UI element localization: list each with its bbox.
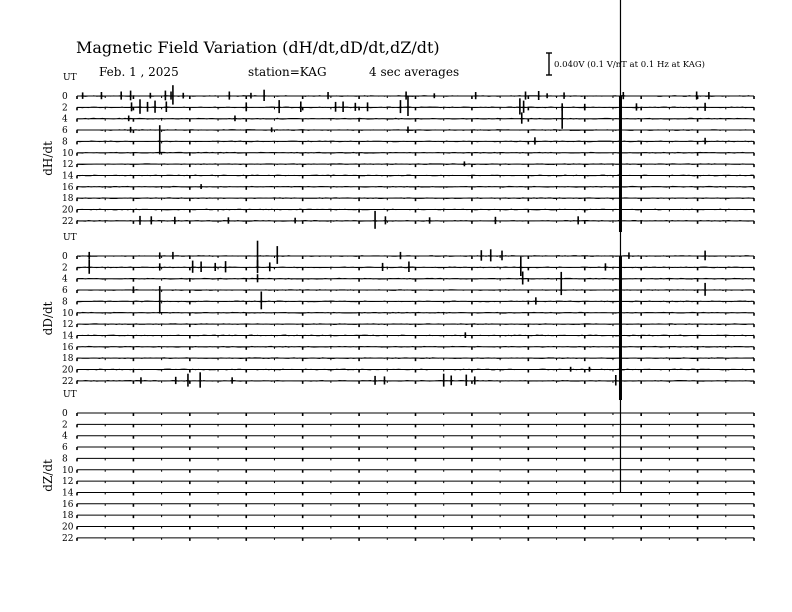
hour-tick-label: 6 — [62, 126, 68, 137]
hour-tick-label: 12 — [62, 160, 74, 171]
hour-tick-label: 6 — [62, 443, 68, 454]
station-label: station=KAG — [248, 65, 327, 79]
averaging-label: 4 sec averages — [369, 65, 460, 79]
hour-tick-label: 4 — [62, 114, 68, 125]
hour-tick-label: 6 — [62, 286, 68, 297]
hour-tick-label: 18 — [62, 511, 74, 522]
hour-tick-label: 16 — [62, 499, 74, 510]
hour-tick-label: 14 — [62, 171, 74, 182]
hour-tick-label: 18 — [62, 194, 74, 205]
ut-label-dH-dt: UT — [63, 73, 77, 83]
hour-tick-label: 18 — [62, 354, 74, 365]
hour-tick-label: 8 — [62, 297, 68, 308]
ut-label-dD-dt: UT — [63, 233, 77, 243]
hour-tick-label: 4 — [62, 431, 68, 442]
date-label: Feb. 1 , 2025 — [99, 65, 179, 79]
hour-tick-label: 16 — [62, 342, 74, 353]
hour-tick-label: 22 — [62, 216, 74, 227]
hour-tick-label: 0 — [62, 252, 68, 262]
chart-title: Magnetic Field Variation (dH/dt,dD/dt,dZ/dt) — [76, 38, 440, 57]
panel-label-dZ-dt: dZ/dt — [41, 459, 55, 492]
hour-tick-label: 0 — [62, 92, 68, 102]
hour-tick-label: 0 — [62, 409, 68, 419]
hour-tick-label: 14 — [62, 331, 74, 342]
hour-tick-label: 16 — [62, 182, 74, 193]
hour-tick-label: 2 — [62, 263, 68, 274]
hour-tick-label: 14 — [62, 488, 74, 499]
hour-tick-label: 12 — [62, 477, 74, 488]
scale-label: 0.040V (0.1 V/nT at 0.1 Hz at KAG) — [554, 60, 705, 70]
hour-tick-label: 8 — [62, 454, 68, 465]
panel-label-dD-dt: dD/dt — [41, 301, 55, 336]
hour-tick-label: 10 — [62, 465, 74, 476]
hour-tick-label: 10 — [62, 308, 74, 319]
panel-label-dH-dt: dH/dt — [41, 141, 55, 176]
hour-tick-label: 2 — [62, 420, 68, 431]
hour-tick-label: 8 — [62, 137, 68, 148]
ut-label-dZ-dt: UT — [63, 390, 77, 400]
hour-tick-label: 12 — [62, 320, 74, 331]
hour-tick-label: 10 — [62, 148, 74, 159]
hour-tick-label: 2 — [62, 103, 68, 114]
hour-tick-label: 22 — [62, 533, 74, 544]
hour-tick-label: 22 — [62, 376, 74, 387]
hour-tick-label: 20 — [62, 522, 74, 533]
hour-tick-label: 20 — [62, 205, 74, 216]
hour-tick-label: 20 — [62, 365, 74, 376]
hour-tick-label: 4 — [62, 274, 68, 285]
